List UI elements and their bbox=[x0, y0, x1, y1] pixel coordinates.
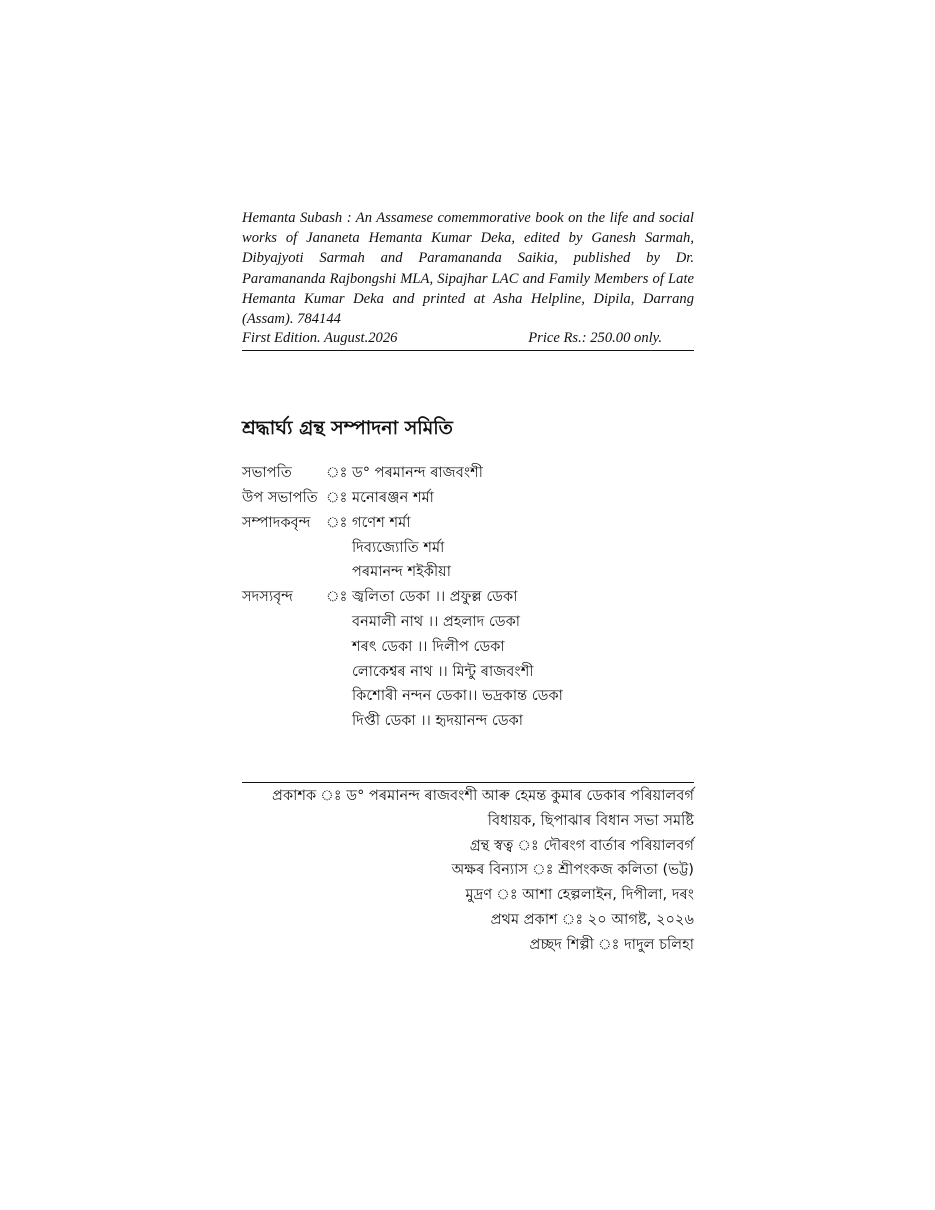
printer-line: মুদ্ৰণ ঃ আশা হেল্পলাইন, দিপীলা, দৰং bbox=[465, 886, 694, 904]
member-name: গণেশ শৰ্মা bbox=[352, 513, 411, 531]
member-name: পৰমানন্দ শইকীয়া bbox=[352, 563, 451, 581]
member-name: মনোৰঞ্জন শৰ্মা bbox=[352, 489, 434, 507]
role-names bbox=[352, 461, 483, 486]
committee-row-vice-president bbox=[242, 486, 694, 511]
committee-row-editors bbox=[242, 511, 694, 585]
cover-artist-line: প্ৰচ্ছদ শিল্পী ঃ দাদুল চলিহা bbox=[529, 935, 694, 953]
member-name: শৰৎ ডেকা ।। দিলীপ ডেকা bbox=[352, 637, 505, 655]
committee-row-president bbox=[242, 461, 694, 486]
book-imprint-page bbox=[242, 208, 694, 958]
role-names bbox=[352, 585, 563, 734]
bottom-divider bbox=[242, 782, 694, 783]
role-names bbox=[352, 486, 434, 511]
imprint-credits bbox=[242, 784, 694, 958]
member-name: লোকেশ্বৰ নাথ ।। মিন্টু ৰাজবংশী bbox=[352, 662, 534, 680]
role-separator: ঃ bbox=[326, 489, 348, 507]
edition-price-row bbox=[242, 329, 694, 348]
committee-row-members bbox=[242, 585, 694, 734]
role-label: উপ সভাপতি bbox=[242, 489, 318, 507]
role-label: সদস্যবৃন্দ bbox=[242, 588, 294, 606]
role-label: সম্পাদকবৃন্দ bbox=[242, 513, 311, 531]
price-text: Price Rs.: 250.00 only. bbox=[528, 330, 662, 347]
role-label: সভাপতি bbox=[242, 464, 292, 482]
role-names bbox=[352, 511, 451, 585]
role-separator: ঃ bbox=[326, 588, 348, 606]
committee-list bbox=[242, 461, 694, 734]
publisher-affiliation-line: বিধায়ক, ছিপাঝাৰ বিধান সভা সমষ্টি bbox=[487, 811, 694, 829]
edition-text: First Edition. August.2026 bbox=[242, 330, 398, 347]
member-name: জ্বলিতা ডেকা ।। প্ৰফুল্ল ডেকা bbox=[352, 588, 518, 606]
publisher-line: প্ৰকাশক ঃ ড° পৰমানন্দ ৰাজবংশী আৰু হেমন্ত কুমাৰ ডেকাৰ পৰিয়ালবৰ্গ bbox=[272, 786, 694, 804]
member-name: কিশোৰী নন্দন ডেকা।। ভদ্ৰকান্ত ডেকা bbox=[352, 687, 563, 705]
typesetting-line: অক্ষৰ বিন্যাস ঃ শ্ৰীপংকজ কলিতা (ভট্ট) bbox=[451, 861, 694, 879]
role-separator: ঃ bbox=[326, 464, 348, 482]
member-name: বনমালী নাথ ।। প্ৰহলাদ ডেকা bbox=[352, 613, 521, 630]
bibliographic-description: Hemanta Subash : An Assamese comemmorative book on the life and social works of Jananeta Hemanta Kumar Deka, edited by Ganesh Sarmah, Dibyajyoti Sarmah and Paramananda Saikia, published by Dr. Paramananda Rajbongshi MLA, Sipajhar LAC and Family Members of Late Hemanta Kumar Deka and printed at Asha Helpline, Dipila, Darrang (Assam). 784144 bbox=[242, 210, 694, 328]
committee-title: শ্ৰদ্ধাৰ্ঘ্য গ্ৰন্থ সম্পাদনা সমিতি bbox=[242, 417, 453, 440]
member-name: দিপ্তী ডেকা ।। হৃদয়ানন্দ ডেকা bbox=[352, 712, 524, 730]
top-divider bbox=[242, 350, 694, 351]
first-publication-line: প্ৰথম প্ৰকাশ ঃ ২০ আগষ্ট, ২০২৬ bbox=[490, 910, 694, 928]
role-separator: ঃ bbox=[326, 513, 348, 531]
member-name: দিব্যজ্যোতি শৰ্মা bbox=[352, 538, 445, 556]
copyright-line: গ্ৰন্থ স্বত্ব ঃ দৌৰংগ বাৰ্তাৰ পৰিয়ালবৰ্গ bbox=[469, 836, 694, 854]
member-name: ড° পৰমানন্দ ৰাজবংশী bbox=[352, 464, 483, 482]
